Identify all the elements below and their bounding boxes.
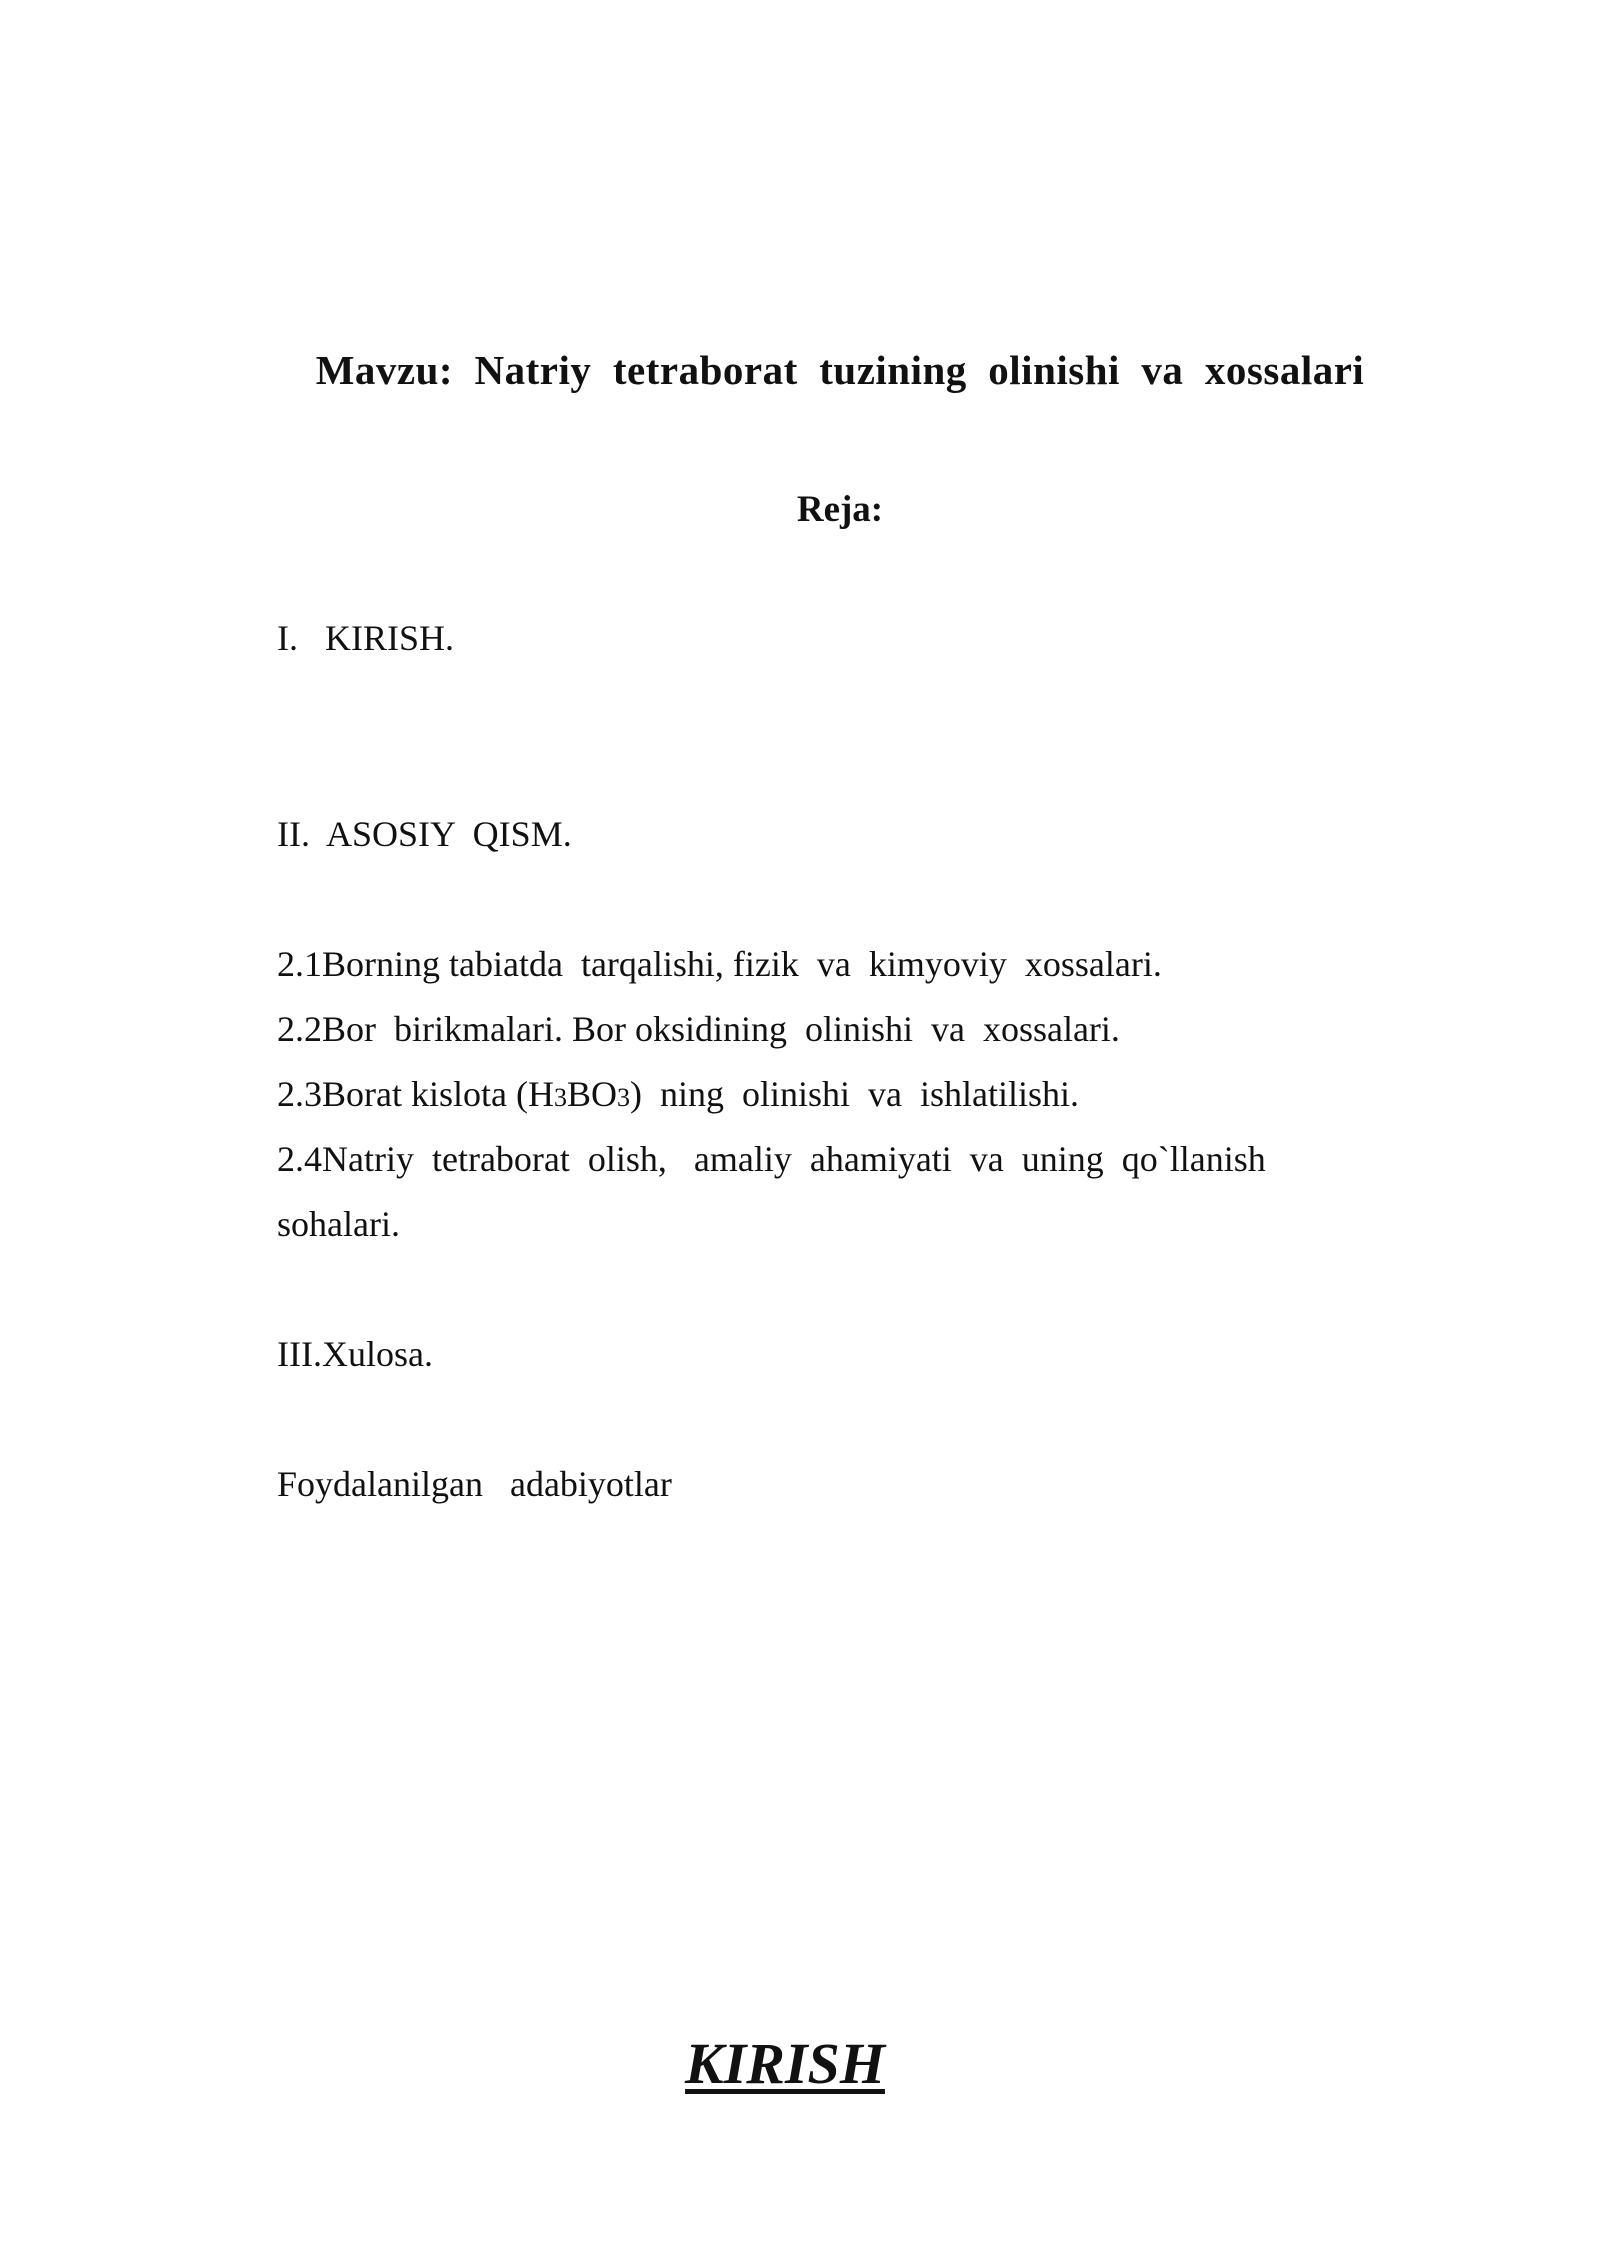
plan-item-2-3-suffix: ) ning olinishi va ishlatilishi. (629, 1074, 1079, 1114)
plan-item-intro: I. KIRISH. (277, 618, 454, 658)
plan-heading: Reja: (796, 489, 884, 530)
plan-item-conclusion: III.Xulosa. (277, 1334, 433, 1374)
plan-item-references: Foydalanilgan adabiyotlar (277, 1464, 672, 1504)
plan-item-main: II. ASOSIY QISM. (277, 814, 572, 854)
plan-item-2-3-mid: BO (566, 1074, 617, 1114)
document-title: Mavzu: Natriy tetraborat tuzining olinishi va xossalari (315, 347, 1365, 393)
plan-item-2-2: 2.2Bor birikmalari. Bor oksidining olinishi va xossalari. (277, 1009, 1120, 1049)
plan-item-2-4-line1: 2.4Natriy tetraborat olish, amaliy ahamiyati va uning qo`llanish (277, 1139, 1266, 1179)
subscript-3: 3 (616, 1083, 630, 1112)
section-heading-kirish: KIRISH (685, 2031, 885, 2096)
plan-item-2-4-line2: sohalari. (277, 1204, 400, 1244)
plan-item-2-3 (277, 1073, 1079, 1115)
subscript-3: 3 (553, 1083, 567, 1112)
plan-item-2-1: 2.1Borning tabiatda tarqalishi, fizik va kimyoviy xossalari. (277, 944, 1162, 984)
plan-item-2-3-prefix: 2.3Borat kislota (H (277, 1074, 554, 1114)
